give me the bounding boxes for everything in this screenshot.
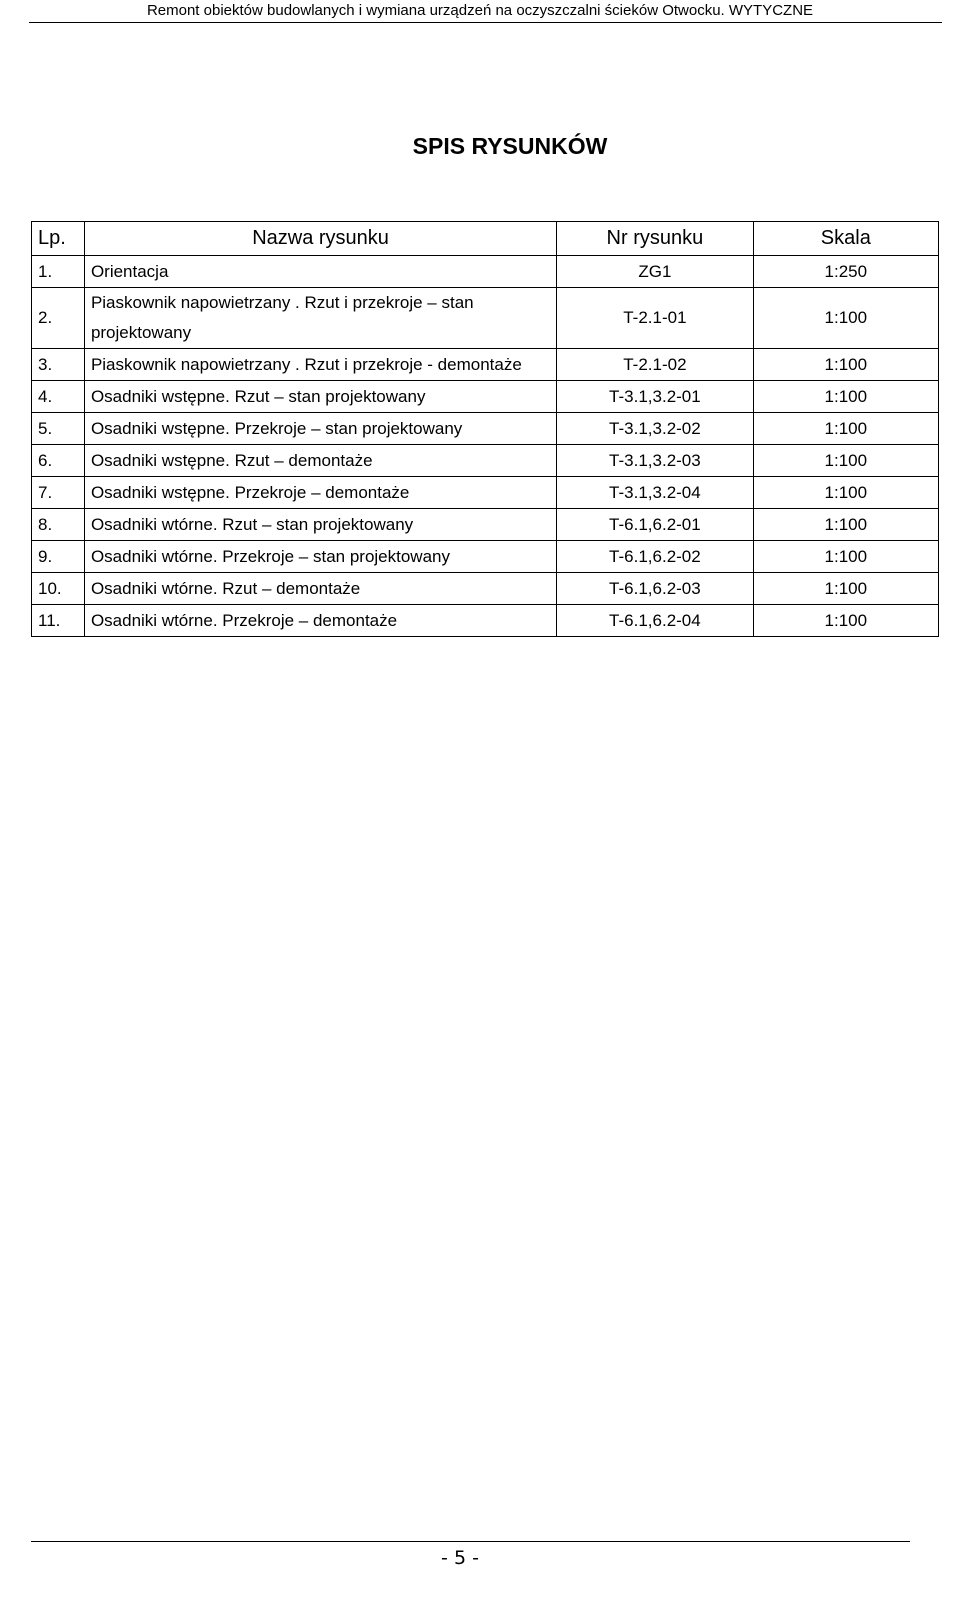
column-header-name: Nazwa rysunku [84, 222, 556, 256]
row-lp: 7. [32, 477, 85, 509]
page-title: SPIS RYSUNKÓW [412, 133, 608, 159]
row-lp: 6. [32, 445, 85, 477]
row-lp: 3. [32, 349, 85, 381]
table-row [32, 288, 939, 349]
row-number: T-6.1,6.2-02 [557, 541, 753, 573]
row-scale: 1:250 [753, 256, 938, 288]
table-row [32, 445, 939, 477]
row-scale: 1:100 [753, 288, 938, 349]
table-row [32, 541, 939, 573]
row-name: Osadniki wstępne. Przekroje – demontaże [84, 477, 556, 509]
table-row [32, 349, 939, 381]
row-scale: 1:100 [753, 477, 938, 509]
row-number: T-6.1,6.2-04 [557, 605, 753, 637]
drawings-table [31, 221, 939, 637]
footer-rule [31, 1541, 910, 1542]
row-number: T-2.1-02 [557, 349, 753, 381]
row-lp: 8. [32, 509, 85, 541]
row-number: T-3.1,3.2-02 [557, 413, 753, 445]
row-number: T-6.1,6.2-03 [557, 573, 753, 605]
row-number: ZG1 [557, 256, 753, 288]
row-lp: 1. [32, 256, 85, 288]
row-name: Piaskownik napowietrzany . Rzut i przekroje - demontaże [84, 349, 556, 381]
row-name: Piaskownik napowietrzany . Rzut i przekroje – stan projektowany [84, 288, 556, 349]
row-scale: 1:100 [753, 381, 938, 413]
row-number: T-3.1,3.2-01 [557, 381, 753, 413]
row-lp: 10. [32, 573, 85, 605]
row-scale: 1:100 [753, 349, 938, 381]
row-scale: 1:100 [753, 605, 938, 637]
table-row [32, 413, 939, 445]
row-name: Osadniki wtórne. Rzut – stan projektowany [84, 509, 556, 541]
table-row [32, 509, 939, 541]
column-header-scale: Skala [753, 222, 938, 256]
row-name: Osadniki wstępne. Rzut – stan projektowany [84, 381, 556, 413]
row-name: Osadniki wstępne. Przekroje – stan projektowany [84, 413, 556, 445]
table-row [32, 605, 939, 637]
table-header-row [32, 222, 939, 256]
table-row [32, 256, 939, 288]
row-name: Osadniki wtórne. Przekroje – demontaże [84, 605, 556, 637]
row-name: Orientacja [84, 256, 556, 288]
row-number: T-3.1,3.2-03 [557, 445, 753, 477]
row-lp: 4. [32, 381, 85, 413]
running-header: Remont obiektów budowlanych i wymiana urządzeń na oczyszczalni ścieków Otwocku. WYTYCZNE [146, 2, 814, 19]
row-lp: 5. [32, 413, 85, 445]
row-scale: 1:100 [753, 573, 938, 605]
row-scale: 1:100 [753, 413, 938, 445]
row-lp: 9. [32, 541, 85, 573]
row-scale: 1:100 [753, 445, 938, 477]
column-header-lp: Lp. [32, 222, 85, 256]
row-name: Osadniki wstępne. Rzut – demontaże [84, 445, 556, 477]
row-number: T-6.1,6.2-01 [557, 509, 753, 541]
row-name: Osadniki wtórne. Przekroje – stan projektowany [84, 541, 556, 573]
row-name: Osadniki wtórne. Rzut – demontaże [84, 573, 556, 605]
table-row [32, 477, 939, 509]
row-scale: 1:100 [753, 509, 938, 541]
header-rule [29, 22, 942, 23]
page-number: - 5 - [441, 1547, 479, 1569]
column-header-number: Nr rysunku [557, 222, 753, 256]
row-scale: 1:100 [753, 541, 938, 573]
row-lp: 2. [32, 288, 85, 349]
row-lp: 11. [32, 605, 85, 637]
table-row [32, 573, 939, 605]
row-number: T-2.1-01 [557, 288, 753, 349]
table-row [32, 381, 939, 413]
row-number: T-3.1,3.2-04 [557, 477, 753, 509]
